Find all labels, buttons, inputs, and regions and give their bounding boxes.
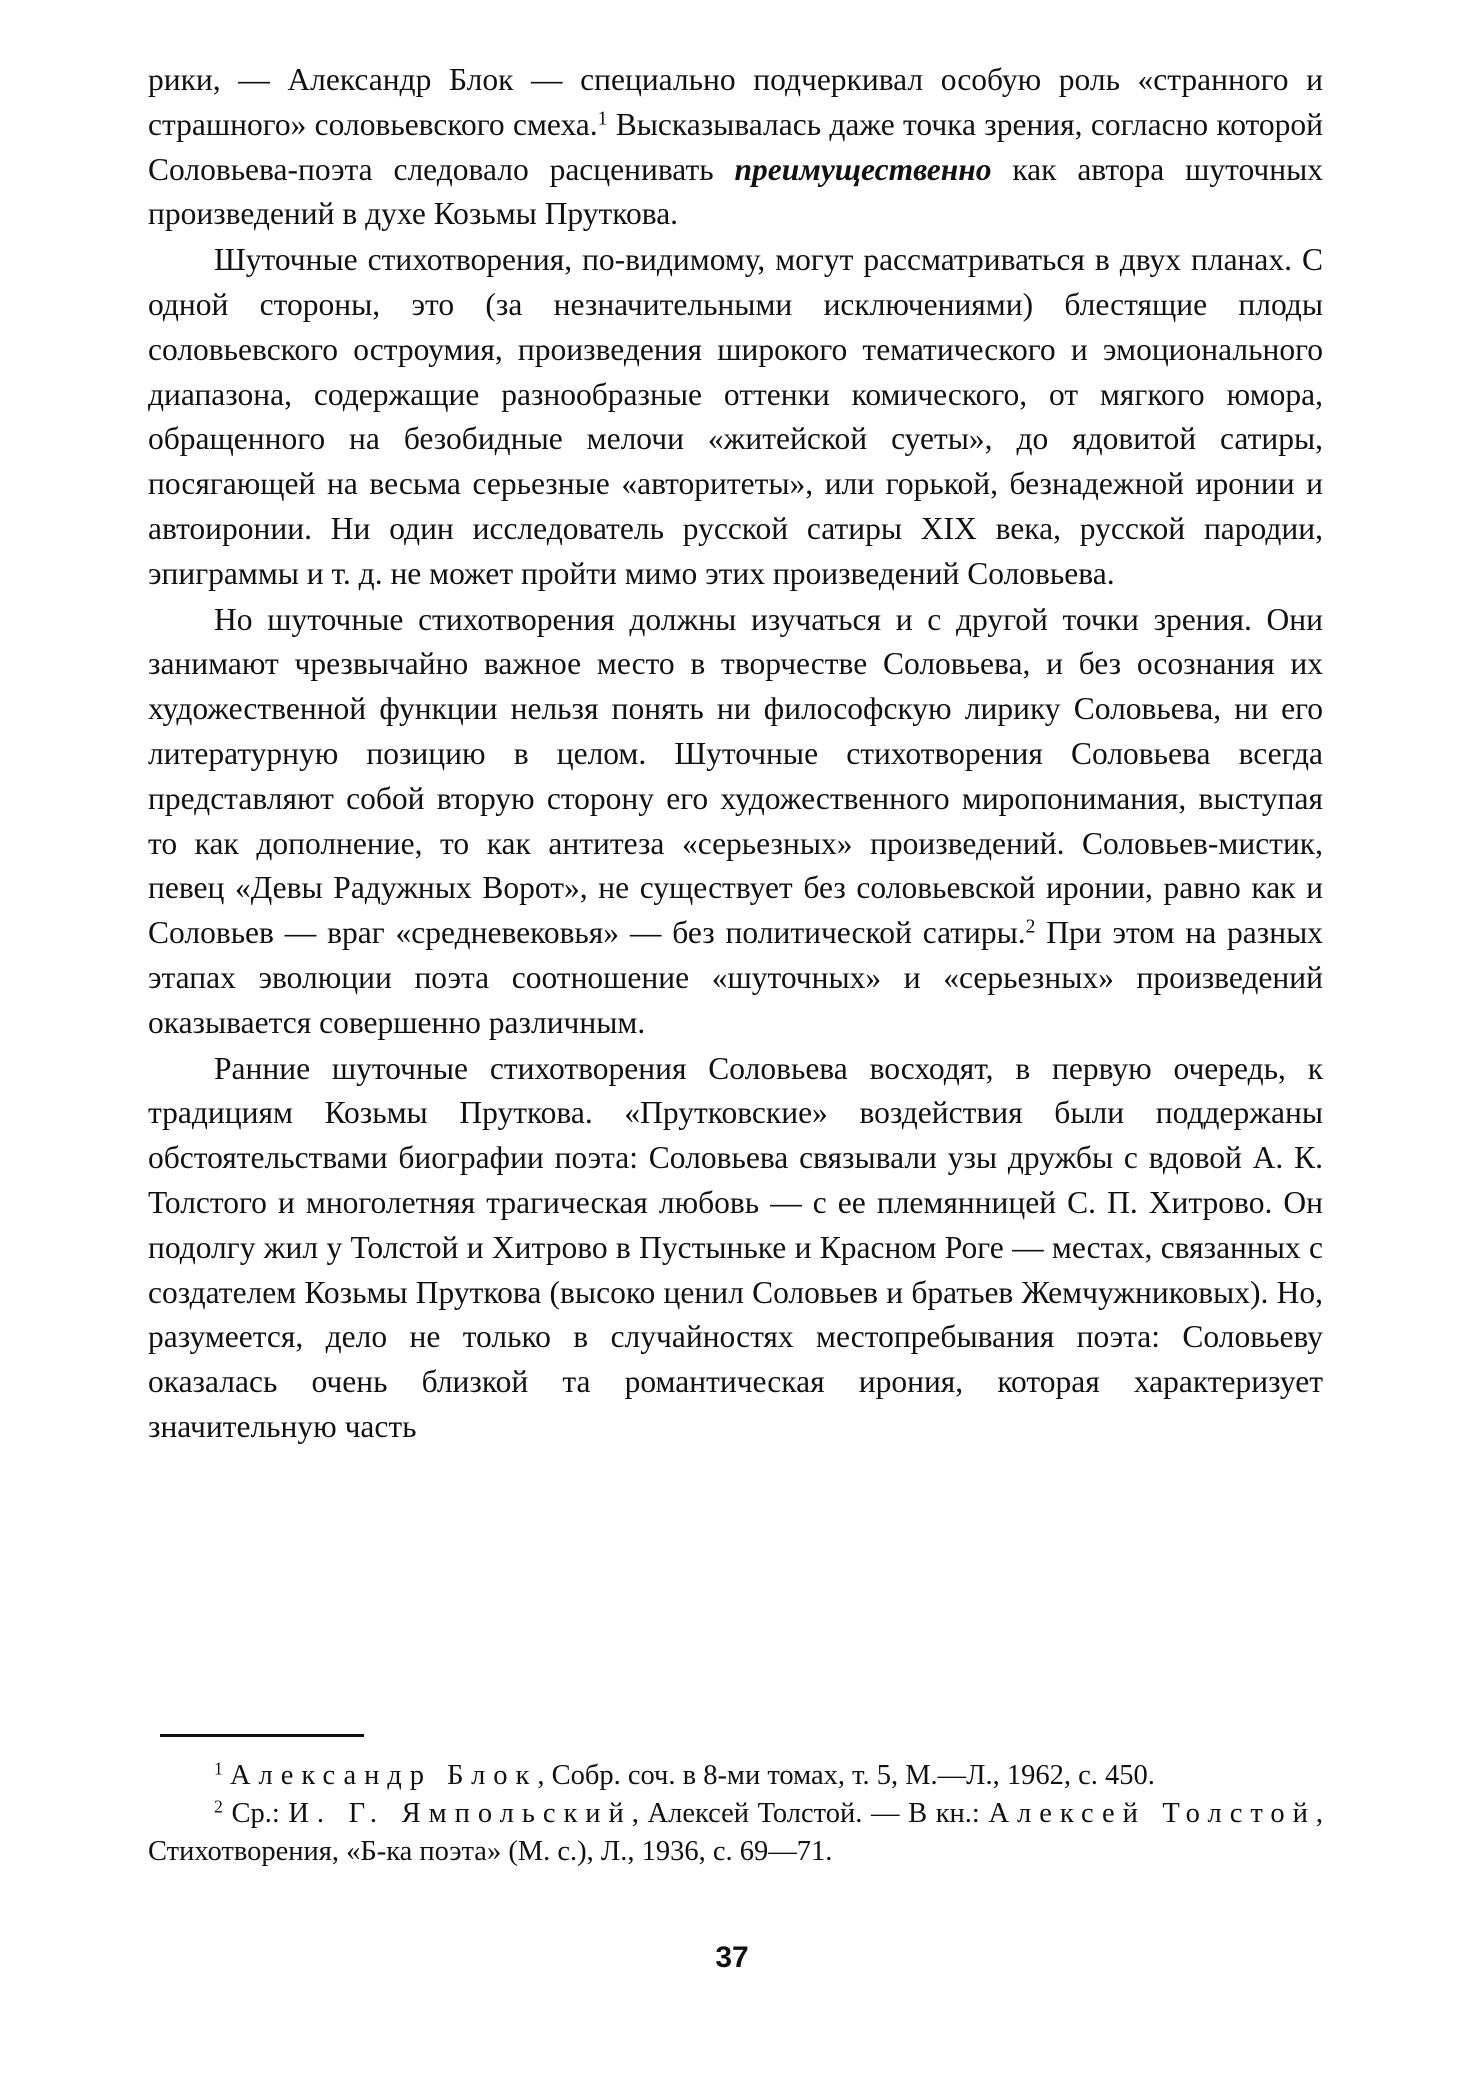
footnote-2-text-a: Ср.: <box>231 1798 289 1829</box>
paragraph-4: Ранние шуточные стихотворения Соловьева восходят, в первую очередь, к традициям Козьмы Пруткова. «Прутковские» воздействия были поддержаны обстоятельствами биографии поэта: Соловьева связывали узы дружбы с вдовой А. К. Толстого и многолетняя трагическая любовь — с ее племянницей С. П. Хитрово. Он подолгу жил у Толстой и Хитрово в Пустыньке и Красном Роге — местах, связанных с создателем Козьмы Пруткова (высоко ценил Соловьев и братьев Жемчужниковых). Но, разумеется, дело не только в случайностях местопребывания поэта: Соловьеву оказалась очень близкой та романтическая ирония, которая характеризует значительную часть <box>148 1050 1323 1444</box>
page-number: 37 <box>715 1941 749 1974</box>
paragraph-3-text-b: При этом на разных этапах эволюции поэта соотношение «шуточных» и «серьезных» произведений оказывается совершенно различным. <box>148 915 1323 1040</box>
paragraph-1-text-c: как автора шуточных произведений в духе Козьмы Пруткова. <box>148 151 1324 232</box>
paragraph-3 <box>148 598 1323 1046</box>
footnote-1-text: , Собр. соч. в 8-ми томах, т. 5, М.—Л., 1962, с. 450. <box>537 1760 1155 1791</box>
footnote-ref-2: 2 <box>1025 916 1036 938</box>
footnote-2-text-b: , Алексей Толстой. — В кн.: <box>631 1798 989 1829</box>
paragraph-1 <box>148 58 1323 237</box>
footnote-1 <box>148 1757 1323 1795</box>
footnote-2-mark: 2 <box>214 1796 223 1817</box>
main-text <box>148 58 1323 1450</box>
footnote-2-text-c: , Стихотворения, «Б-ка поэта» (М. с.), Л., 1936, с. 69—71. <box>148 1798 1323 1867</box>
footnote-2-author2: Алексей Толстой <box>988 1798 1316 1829</box>
paragraph-3-text-a: Но шуточные стихотворения должны изучаться и с другой точки зрения. Они занимают чрезвычайно важное место в творчестве Соловьева, и без осознания их художественной функции нельзя понять ни философскую лирику Соловьева, ни его литературную позицию в целом. Шуточные стихотворения Соловьева всегда представляют собой вторую сторону его художественного миропонимания, выступая то как дополнение, то как антитеза «серьезных» произведений. Соловьев-мистик, певец «Девы Радужных Ворот», не существует без соловьевской иронии, равно как и Соловьев — враг «средневековья» — без политической сатиры. <box>148 601 1323 951</box>
paragraph-1-text-b: Высказывалась даже точка зрения, согласно которой Соловьева-поэта следовало расценивать <box>148 106 1323 187</box>
emphasis-italic: преимущественно <box>734 151 992 187</box>
footnotes <box>148 1757 1323 1871</box>
paragraph-2: Шуточные стихотворения, по-видимому, могут рассматриваться в двух планах. С одной стороны, это (за незначительными исключениями) блестящие плоды соловьевского остроумия, произведения широкого тематического и эмоционального диапазона, содержащие разнообразные оттенки комического, от мягкого юмора, обращенного на безобидные мелочи «житейской суеты», до ядовитой сатиры, посягающей на весьма серьезные «авторитеты», или горькой, безнадежной иронии и автоиронии. Ни один исследователь русской сатиры XIX века, русской пародии, эпиграммы и т. д. не может пройти мимо этих произведений Соловьева. <box>148 242 1323 591</box>
footnote-2-author: И. Г. Ямпольский <box>288 1798 632 1829</box>
paragraph-1-text-a: рики, — Александр Блок — специально подчеркивал особую роль «странного и страшного» соловьевского смеха. <box>148 62 1323 142</box>
footnote-divider <box>160 1734 364 1737</box>
footnote-2 <box>148 1795 1323 1871</box>
footnote-ref-1: 1 <box>597 108 608 130</box>
footnote-1-mark: 1 <box>214 1758 223 1779</box>
footnote-1-author: Александр Блок <box>229 1760 538 1791</box>
